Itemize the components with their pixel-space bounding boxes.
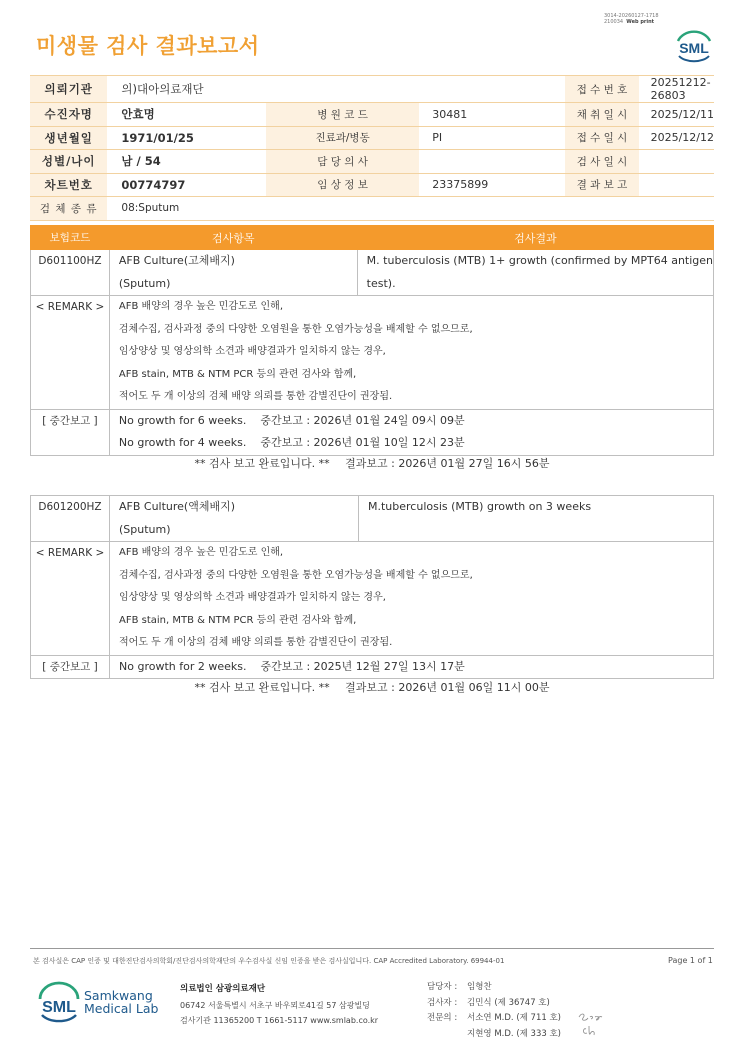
remark-label: < REMARK >: [35, 301, 105, 313]
done-text: ** 검사 보고 완료입니다. **: [194, 681, 330, 694]
brand-line: Medical Lab: [84, 1001, 159, 1016]
staff-role: 담당자 :: [427, 982, 458, 992]
svg-text:SML: SML: [679, 40, 709, 56]
staff-row: [427, 996, 561, 1012]
header-item: 검사항목: [109, 226, 357, 250]
info-value: 23375899: [419, 173, 565, 197]
info-value: PI: [419, 126, 565, 150]
info-value: 2025/12/11: [639, 103, 714, 127]
staff-name: 서소연 M.D. (제 711 호): [467, 1013, 562, 1023]
print-mode: Web print: [626, 19, 655, 25]
info-label: 진료과/병동: [266, 126, 419, 150]
info-label: 의뢰기관: [30, 76, 107, 103]
info-label: 결 과 보 고: [565, 173, 638, 197]
info-label: 수진자명: [30, 103, 107, 127]
remark-line: 임상양상 및 영상의학 소견과 배양결과가 일치하지 않는 경우,: [118, 346, 386, 357]
sml-logo-icon: [674, 26, 714, 64]
staff-role: 검사자 :: [427, 997, 458, 1008]
info-label: 접 수 번 호: [565, 76, 638, 103]
remark-line: 검체수집, 검사과정 중의 다양한 오염원을 통한 오염가능성을 배제할 수 없으므로,: [118, 323, 473, 335]
info-label: 채 취 일 시: [565, 103, 638, 127]
info-value: 20251212-26803: [639, 76, 714, 103]
info-value: 30481: [419, 103, 565, 127]
info-empty: [266, 76, 419, 103]
test-result: [359, 519, 713, 542]
org-contact: 검사기관 11365200 T 1661-5117 www.smlab.co.kr: [180, 1016, 379, 1025]
birth-date: 1971/01/25: [107, 126, 266, 150]
certification-note: 본 검사실은 CAP 인증 및 대한진단검사의학회/진단검사의학재단의 우수검사실 신임 인증을 받은 검사실입니다. CAP Accredited Laboratory. 69944-01: [33, 957, 505, 965]
completion-note-2: [30, 679, 714, 695]
chart-number: 00774797: [107, 173, 266, 197]
interim-line: No growth for 6 weeks. 중간보고 : 2026년 01월 24일 09시 09분: [118, 413, 465, 427]
page-number: Page 1 of 1: [668, 956, 713, 965]
info-label: 검 체 종 류: [30, 197, 107, 221]
remark-line: AFB stain, MTB & NTM PCR 등의 관련 검사와 함께,: [119, 614, 357, 626]
test-row: [31, 250, 714, 296]
test-code: D601200HZ: [38, 501, 102, 513]
header-code: 보험코드: [31, 226, 110, 250]
remark-line: 검체수집, 검사과정 중의 다양한 오염원을 통한 오염가능성을 배제할 수 없으므로,: [119, 569, 473, 581]
staff-row: [427, 1011, 561, 1027]
result-table-1: [30, 225, 714, 456]
remark-line: 임상양상 및 영상의학 소견과 배양결과가 일치하지 않는 경우,: [119, 592, 386, 603]
info-row: [30, 150, 714, 174]
report-title: 미생물 검사 결과보고서: [36, 34, 260, 58]
info-label: 접 수 일 시: [565, 126, 638, 150]
remark-row: [31, 296, 714, 410]
result-table-2: [30, 495, 714, 679]
header-result: 검사결과: [357, 226, 713, 250]
info-label: 생년월일: [30, 126, 107, 150]
staff-list: [427, 980, 561, 1042]
info-value: [639, 150, 714, 174]
info-value: 2025/12/12: [639, 126, 714, 150]
organization-info: [180, 981, 378, 1029]
staff-role: [427, 1027, 467, 1043]
signature-icon: [576, 1009, 606, 1039]
info-row: [30, 173, 714, 197]
remark-line: AFB 배양의 경우 높은 민감도로 인해,: [118, 301, 283, 312]
remark-label: < REMARK >: [35, 547, 105, 559]
info-label: 차트번호: [30, 173, 107, 197]
interim-line: No growth for 2 weeks. 중간보고 : 2025년 12월 27일 13시 17분: [119, 659, 465, 673]
footer-divider: [30, 948, 714, 949]
patient-name: 안효명: [107, 103, 266, 127]
info-value: [639, 173, 714, 197]
print-meta: [604, 13, 659, 25]
interim-row: [31, 655, 714, 679]
info-label: 담 당 의 사: [266, 150, 419, 174]
info-label: 검 사 일 시: [565, 150, 638, 174]
remark-row: [31, 542, 714, 656]
test-specimen: (Sputum): [119, 522, 171, 536]
staff-name: 임형찬: [467, 982, 492, 992]
final-report-time: 결과보고 : 2026년 01월 06일 11시 00분: [345, 681, 550, 694]
remark-line: AFB stain, MTB & NTM PCR 등의 관련 검사와 함께,: [118, 368, 357, 380]
completion-note-1: [30, 455, 714, 471]
sml-logo-icon: [36, 981, 82, 1025]
test-code: D601100HZ: [38, 255, 102, 267]
info-row: [30, 197, 714, 221]
remark-line: AFB 배양의 경우 높은 민감도로 인해,: [119, 547, 284, 558]
print-code: 210034: [604, 19, 624, 25]
test-row: [31, 496, 714, 542]
staff-row: [427, 980, 561, 996]
interim-line: No growth for 4 weeks. 중간보고 : 2026년 01월 10일 12시 23분: [118, 436, 465, 449]
test-result: M. tuberculosis (MTB) 1+ growth (confirmed by MPT64 antigen: [366, 254, 713, 267]
result-header: [31, 226, 714, 250]
interim-row: [31, 409, 714, 455]
info-row: [30, 126, 714, 150]
brand-name: [84, 989, 158, 1015]
info-value: [419, 150, 565, 174]
staff-name: 김민식 (제 36747 호): [467, 997, 550, 1008]
staff-name: 지현영 M.D. (제 333 호): [467, 1028, 562, 1039]
brand-line: Samkwang: [84, 988, 153, 1003]
specimen-value: 08:Sputum: [107, 197, 714, 221]
info-row: [30, 76, 714, 103]
info-value: 의)대아의료재단: [107, 76, 266, 103]
info-empty: [419, 76, 565, 103]
info-label: 임 상 정 보: [266, 173, 419, 197]
remark-line: 적어도 두 개 이상의 검체 배양 의뢰를 통한 감별진단이 권장됨.: [118, 391, 393, 402]
test-result: M.tuberculosis (MTB) growth on 3 weeks: [368, 500, 592, 513]
staff-row: [427, 1027, 561, 1043]
test-item: AFB Culture(액체배지): [119, 500, 236, 513]
interim-label: [ 중간보고 ]: [42, 660, 98, 673]
info-row: [30, 103, 714, 127]
test-item: AFB Culture(고체배지): [118, 254, 235, 267]
info-label: 성별/나이: [30, 150, 107, 174]
final-report-time: 결과보고 : 2026년 01월 27일 16시 56분: [345, 457, 550, 470]
logo-text: SML: [42, 999, 76, 1016]
info-label: 병 원 코 드: [266, 103, 419, 127]
test-specimen: (Sputum): [118, 276, 171, 290]
org-address: 06742 서울특별시 서초구 바우뫼로41길 57 삼광빌딩: [180, 1000, 370, 1010]
sex-age: 남 / 54: [107, 150, 266, 174]
print-id: 3014-20260127-1718: [604, 13, 659, 19]
patient-info-table: [30, 75, 714, 221]
remark-line: 적어도 두 개 이상의 검체 배양 의뢰를 통한 감별진단이 권장됨.: [119, 637, 393, 648]
test-result: test).: [366, 276, 396, 290]
org-name: 의료법인 삼광의료재단: [180, 984, 266, 994]
staff-role: 전문의 :: [427, 1013, 458, 1023]
interim-label: [ 중간보고 ]: [42, 414, 98, 427]
done-text: ** 검사 보고 완료입니다. **: [194, 457, 330, 470]
